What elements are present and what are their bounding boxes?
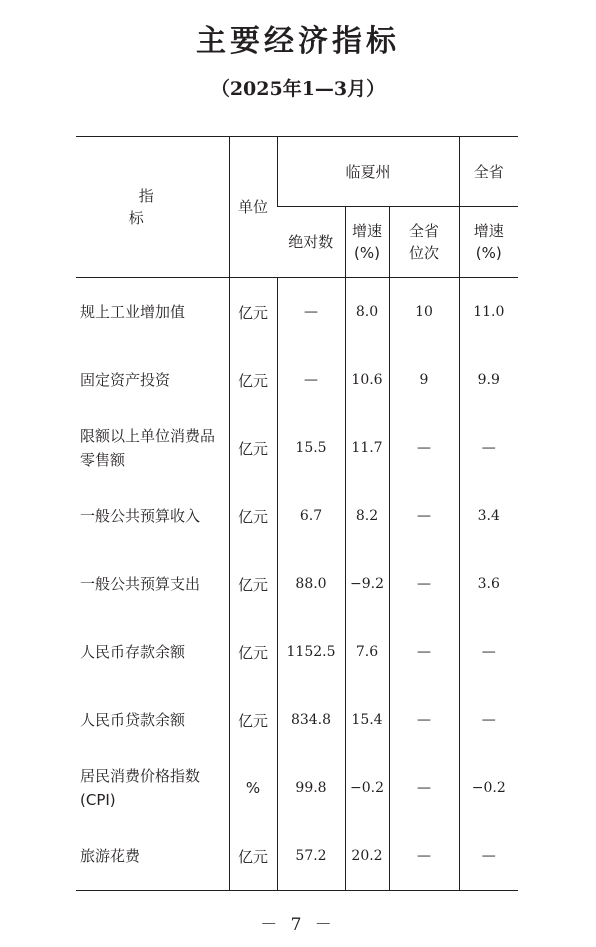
absolute-cell: 57.2 (277, 822, 345, 891)
rank-cell: — (389, 686, 459, 754)
province-growth-cell: 3.6 (459, 550, 518, 618)
province-growth-header (459, 207, 518, 278)
growth-header-line2: (%) (354, 244, 380, 262)
rank-cell: — (389, 618, 459, 686)
table-row (76, 346, 518, 414)
growth-cell: 20.2 (345, 822, 389, 891)
absolute-cell: 15.5 (277, 414, 345, 482)
table-row (76, 686, 518, 754)
table-row (76, 822, 518, 891)
growth-cell: 10.6 (345, 346, 389, 414)
province-growth-cell: 3.4 (459, 482, 518, 550)
growth-cell: 8.2 (345, 482, 389, 550)
province-growth-cell: 9.9 (459, 346, 518, 414)
rank-header (389, 207, 459, 278)
absolute-cell: 834.8 (277, 686, 345, 754)
page-title: 主要经济指标 (196, 24, 400, 59)
province-growth-cell: 11.0 (459, 278, 518, 347)
indicator-header (76, 137, 233, 278)
rank-cell: — (389, 414, 459, 482)
table-row (76, 278, 518, 347)
unit-cell: % (229, 754, 277, 822)
absolute-cell: — (277, 346, 345, 414)
table-row (76, 414, 518, 482)
indicator-name: 人民币存款余额 (80, 643, 186, 661)
unit-cell: 亿元 (229, 346, 277, 414)
growth-cell: −9.2 (345, 550, 389, 618)
unit-cell: 亿元 (229, 482, 277, 550)
absolute-cell: 6.7 (277, 482, 345, 550)
unit-header: 单位 (229, 137, 277, 278)
rank-header-line1: 全省 (409, 222, 440, 240)
growth-cell: 11.7 (345, 414, 389, 482)
province-group-header: 全省 (459, 137, 518, 207)
region-group-header: 临夏州 (277, 137, 459, 207)
indicator-name: 居民消费价格指数(CPI) (80, 767, 201, 809)
period-subtitle: （2025年1—3月） (210, 78, 386, 100)
province-growth-cell: −0.2 (459, 754, 518, 822)
table-row (76, 754, 518, 822)
rank-cell: — (389, 550, 459, 618)
province-growth-header-line2: (%) (475, 244, 502, 262)
unit-cell: 亿元 (229, 278, 277, 347)
indicator-name: 一般公共预算支出 (80, 575, 201, 593)
unit-cell: 亿元 (229, 618, 277, 686)
growth-header (345, 207, 389, 278)
indicator-name: 旅游花费 (76, 822, 229, 891)
indicator-name: 限额以上单位消费品零售额 (80, 427, 216, 469)
table-row (76, 482, 518, 550)
page-number: － 7 － (260, 915, 336, 935)
absolute-cell: 99.8 (277, 754, 345, 822)
indicator-name: 人民币贷款余额 (80, 711, 186, 729)
rank-cell: — (389, 482, 459, 550)
growth-cell: 15.4 (345, 686, 389, 754)
rank-header-line2: 位次 (409, 244, 440, 262)
unit-cell: 亿元 (229, 550, 277, 618)
rank-cell: — (389, 754, 459, 822)
province-growth-cell: — (459, 822, 518, 891)
economic-indicators-table (76, 136, 518, 891)
absolute-cell: — (277, 278, 345, 347)
province-growth-header-line1: 增速 (473, 222, 504, 240)
indicator-name: 规上工业增加值 (80, 303, 186, 321)
province-growth-cell: — (459, 618, 518, 686)
growth-cell: 8.0 (345, 278, 389, 347)
table-row (76, 618, 518, 686)
province-growth-cell: — (459, 414, 518, 482)
unit-cell: 亿元 (229, 822, 277, 891)
indicator-header-label: 指 标 (128, 187, 233, 227)
growth-header-line1: 增速 (351, 222, 382, 240)
growth-cell: −0.2 (345, 754, 389, 822)
province-growth-cell: — (459, 686, 518, 754)
absolute-header: 绝对数 (277, 207, 345, 278)
indicator-name: 一般公共预算收入 (80, 507, 201, 525)
absolute-cell: 88.0 (277, 550, 345, 618)
table-row (76, 550, 518, 618)
indicator-name: 固定资产投资 (80, 371, 171, 389)
unit-cell: 亿元 (229, 414, 277, 482)
rank-cell: 10 (389, 278, 459, 347)
growth-cell: 7.6 (345, 618, 389, 686)
rank-cell: 9 (389, 346, 459, 414)
unit-cell: 亿元 (229, 686, 277, 754)
header-row-top (76, 137, 518, 207)
absolute-cell: 1152.5 (277, 618, 345, 686)
rank-cell: — (389, 822, 459, 891)
